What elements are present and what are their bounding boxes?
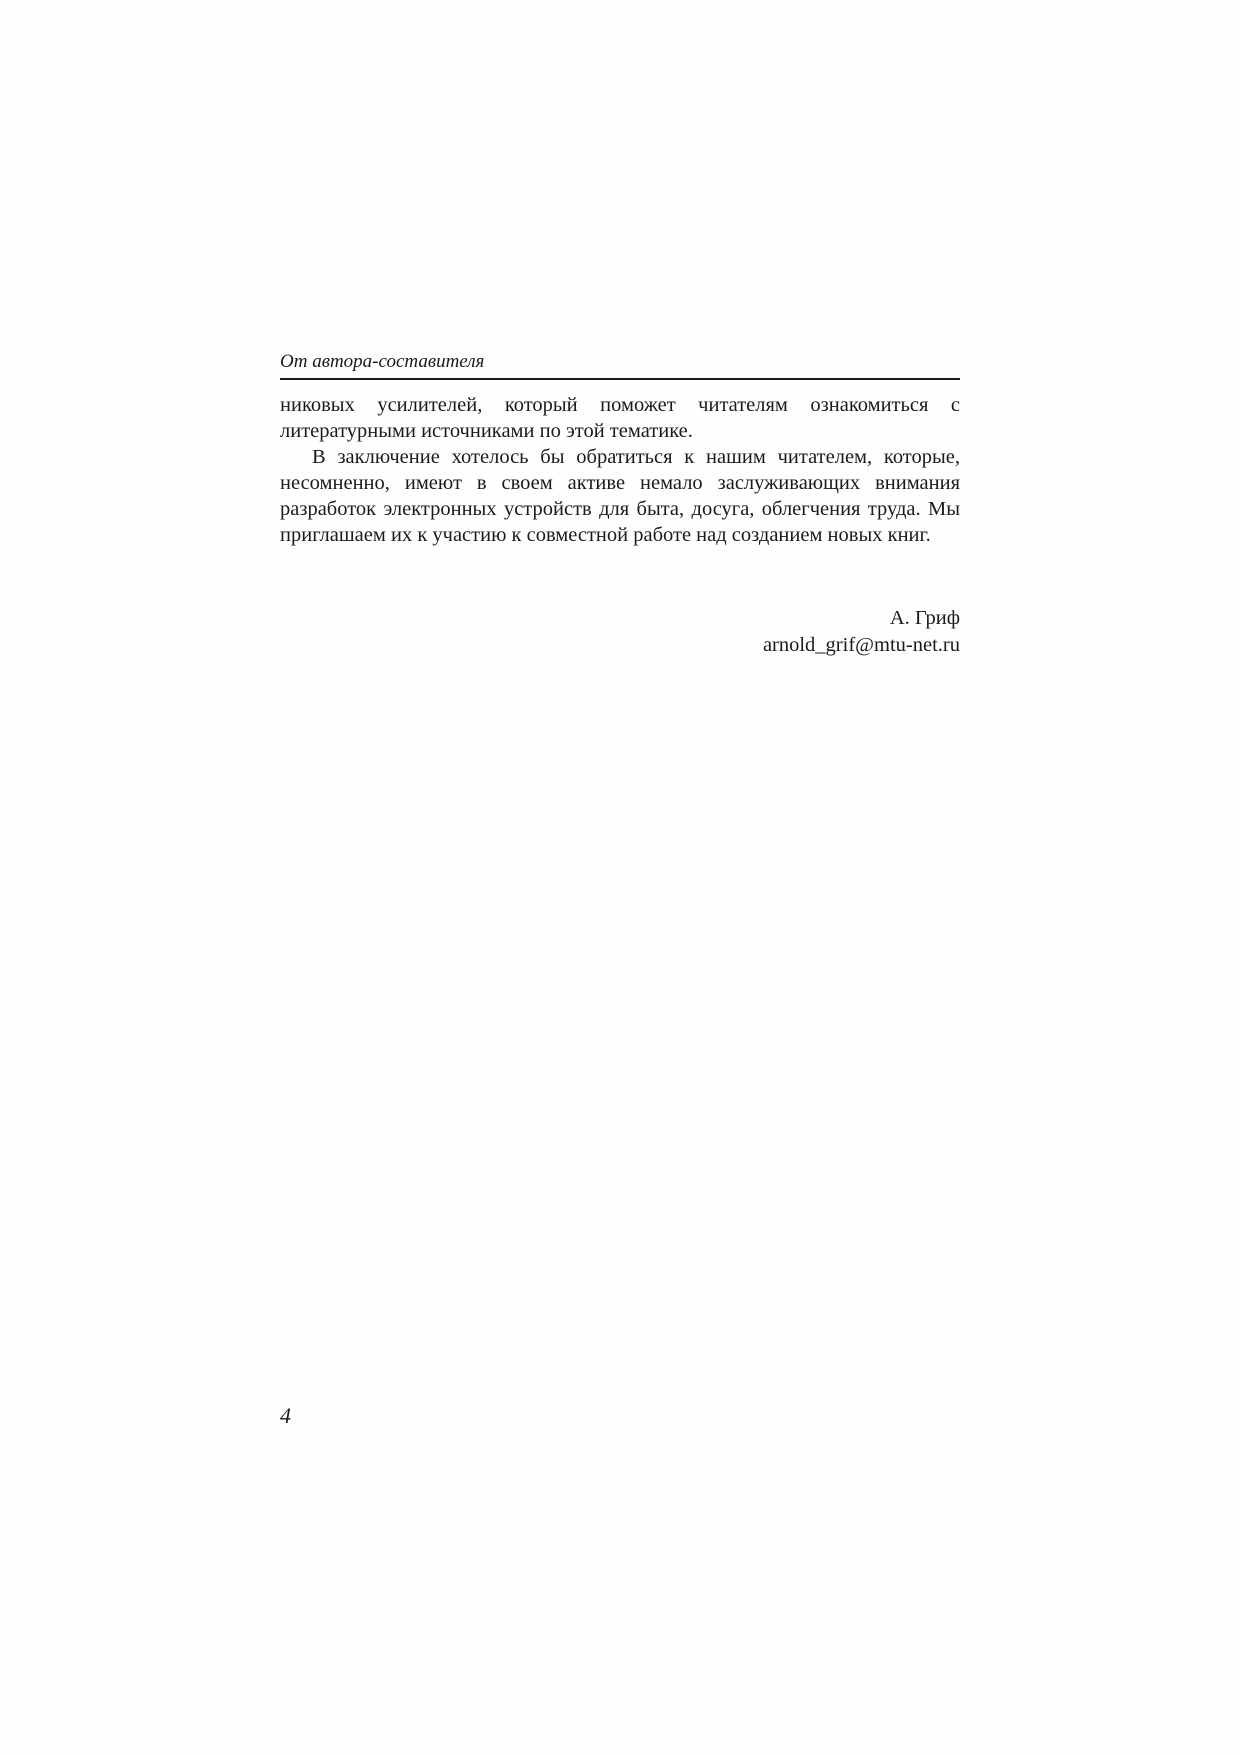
- running-head: От автора-составителя: [280, 350, 960, 380]
- author-name: А. Гриф: [889, 607, 960, 629]
- signature-block: [280, 605, 960, 659]
- author-email: arnold_grif@mtu-net.ru: [762, 634, 960, 656]
- body-text: [280, 392, 960, 548]
- page-number: 4: [280, 1403, 291, 1428]
- paragraph-continuation: никовых усилителей, который поможет читателям ознакомиться с литературными источниками по этой тематике.: [280, 394, 960, 442]
- paragraph-closing: В заключение хотелось бы обратиться к нашим читателем, которые, несомненно, имеют в своем активе немало заслуживающих внимания разработок электронных устройств для быта, досуга, облегчения труда. Мы приглашаем их к участию к совместной работе над созданием новых книг.: [280, 446, 960, 546]
